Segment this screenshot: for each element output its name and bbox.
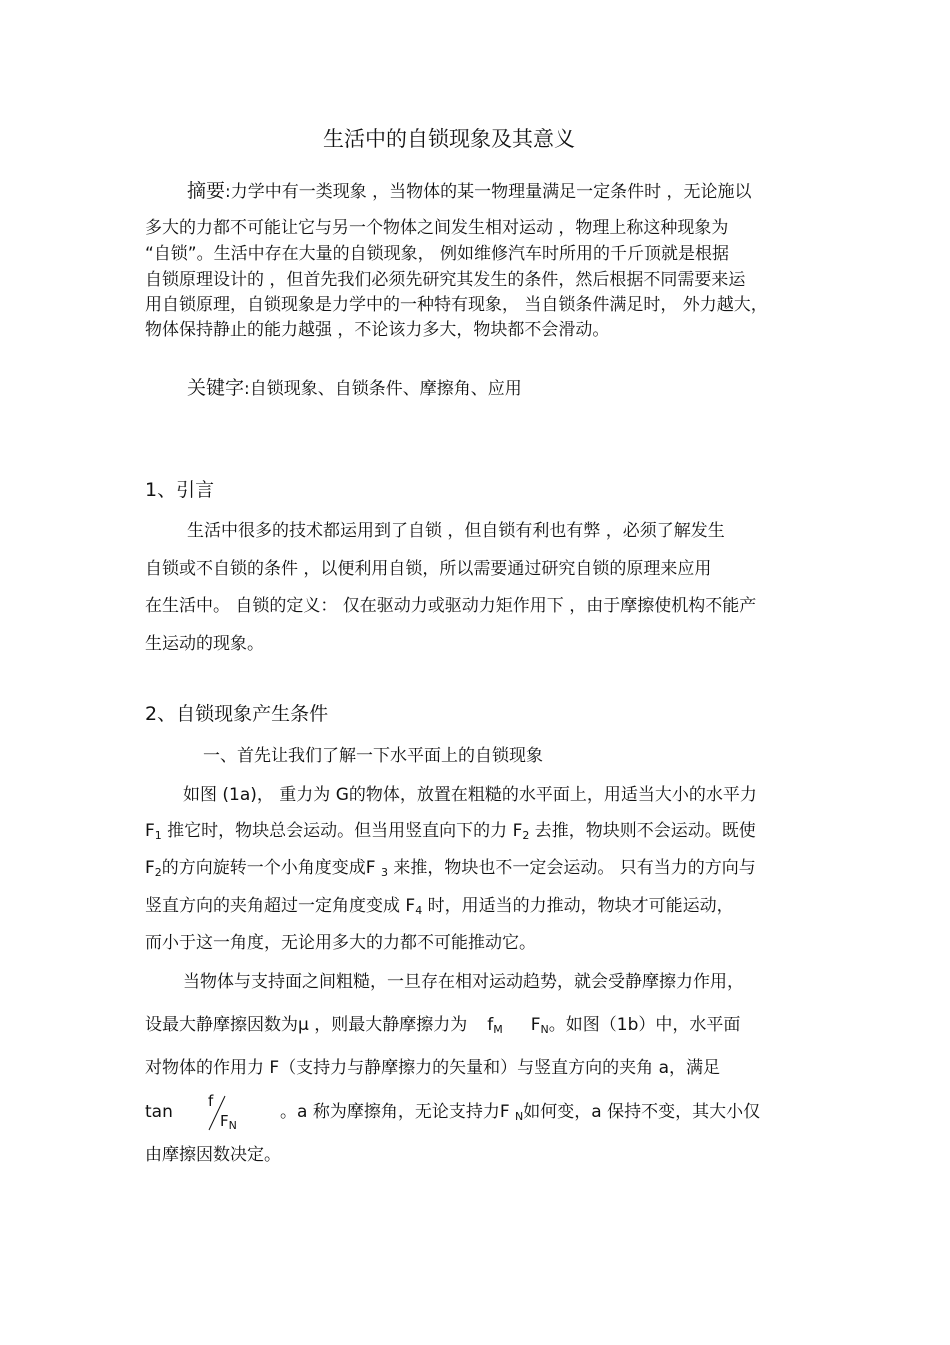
keywords: [187, 377, 522, 400]
section-2-subheading: 一、首先让我们了解一下水平面上的自锁现象: [203, 746, 543, 766]
page-title: 生活中的自锁现象及其意义: [323, 127, 575, 151]
section-1-line-1: 生活中很多的技术都运用到了自锁 ，但自锁有利也有弊 ，必须了解发生: [187, 521, 725, 541]
abstract-label: 摘要: [187, 180, 226, 202]
section-1-line-3: 在生活中。 自锁的定义： 仅在驱动力或驱动力矩作用下 ，由于摩擦使机构不能产: [145, 596, 757, 616]
abstract-line-6: 物体保持静止的能力越强 ，不论该力多大，物块都不会滑动。: [145, 320, 610, 340]
para-2-line-4: 。a 称为摩擦角，无论支持力F $_N$如何变，a 保持不变，其大小仅: [280, 1102, 761, 1123]
para-1-line-1: 如图 (1a)， 重力为 G的物体，放置在粗糙的水平面上，用适当大小的水平力: [183, 785, 757, 805]
para-2-line-3: 对物体的作用力 F（支持力与静摩擦力的矢量和）与竖直方向的夹角 a，满足: [145, 1058, 721, 1078]
para-2-line-1: 当物体与支持面之间粗糙，一旦存在相对运动趋势，就会受静摩擦力作用，: [183, 972, 744, 992]
section-1-heading: 1、引言: [145, 479, 215, 501]
keywords-text: :自锁现象、自锁条件、摩擦角、应用: [244, 379, 522, 399]
para-1-line-4: 竖直方向的夹角超过一定角度变成 $F_4$ 时，用适当的力推动，物块才可能运动，: [145, 896, 734, 917]
section-1-line-4: 生运动的现象。: [145, 634, 264, 654]
abstract-line-2: 多大的力都不可能让它与另一个物体之间发生相对运动 ，物理上称这种现象为: [145, 218, 729, 238]
para-2-line-5: 由摩擦因数决定。: [145, 1145, 281, 1165]
abstract-line-1: 摘要:力学中有一类现象 ，当物体的某一物理量满足一定条件时 ，无论施以: [187, 180, 752, 202]
section-1-line-2: 自锁或不自锁的条件 ，以便利用自锁，所以需要通过研究自锁的原理来应用: [145, 559, 712, 579]
para-2-line-2: 设最大静摩擦因数为μ ，则最大静摩擦力为 $f_M$ $F_N$。如图（1b）中，水平面: [145, 1015, 741, 1036]
abstract-line-5: 用自锁原理，自锁现象是力学中的一种特有现象， 当自锁条件满足时， 外力越大，: [145, 295, 768, 315]
section-2-heading: 2、自锁现象产生条件: [145, 703, 329, 725]
fraction-numerator: f: [208, 1092, 214, 1110]
fraction-denominator: $F_N$: [220, 1112, 237, 1132]
para-1-line-3: $F_2$的方向旋转一个小角度变成F $_3$ 来推，物块也不一定会运动。 只有当力的方向与: [145, 858, 756, 879]
abstract-line-4: 自锁原理设计的 ，但首先我们必须先研究其发生的条件，然后根据不同需要来运: [145, 270, 746, 290]
tan-label: tan: [145, 1102, 173, 1122]
keywords-label: 关键字: [187, 377, 245, 399]
abstract-line-3: “自锁”。生活中存在大量的自锁现象， 例如维修汽车时所用的千斤顶就是根据: [145, 244, 730, 264]
para-1-line-2: $F_1$ 推它时，物块总会运动。但当用竖直向下的力 $F_2$ 去推，物块则不会运动。既使: [145, 821, 756, 842]
friction-fraction: [203, 1090, 253, 1134]
para-1-line-5: 而小于这一角度，无论用多大的力都不可能推动它。: [145, 933, 536, 953]
